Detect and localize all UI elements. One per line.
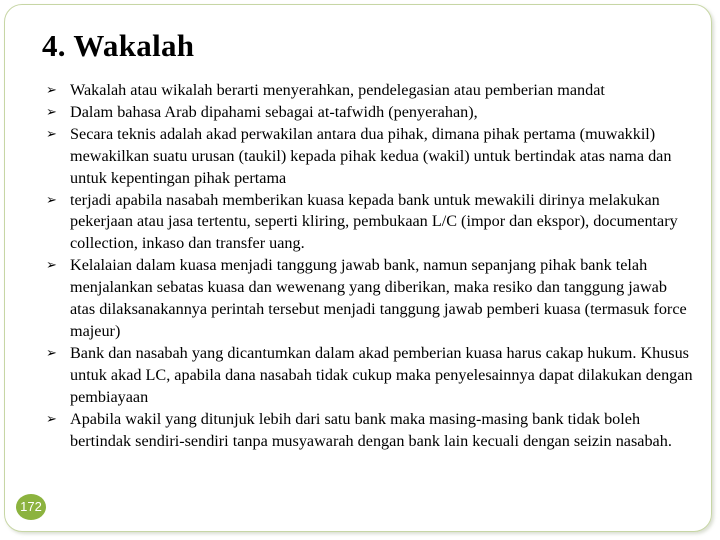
bullet-list <box>46 80 696 452</box>
arrow-bullet-icon: ➢ <box>46 126 57 142</box>
bullet-text: Bank dan nasabah yang dicantumkan dalam akad pemberian kuasa harus cakap hukum. Khusus untuk akad LC, apabila dana nasabah tidak cukup maka penyelesainnya dapat dilakukan dengan pembiayaan <box>70 343 693 406</box>
page-number-badge: 172 <box>16 494 46 520</box>
bullet-text: Secara teknis adalah akad perwakilan antara dua pihak, dimana pihak pertama (muwakkil) mewakilkan suatu urusan (taukil) kepada pihak kedua (wakil) untuk bertindak atas nama dan untuk kepentingan pihak pertama <box>70 124 672 187</box>
list-item <box>46 343 696 409</box>
list-item <box>46 102 696 124</box>
arrow-bullet-icon: ➢ <box>46 83 57 98</box>
list-item <box>46 255 696 343</box>
bullet-text: terjadi apabila nasabah memberikan kuasa kepada bank untuk mewakili dirinya melakukan pekerjaan atau jasa tertentu, seperti kliring, pembukaan L/C (impor dan ekspor), documentary collection, inkaso dan transfer uang. <box>70 190 678 253</box>
arrow-bullet-icon: ➢ <box>46 104 57 120</box>
bullet-text: Kelalaian dalam kuasa menjadi tanggung jawab bank, namun sepanjang pihak bank telah menjalankan sebatas kuasa dan wewenang yang diberikan, maka resiko dan tanggung jawab atas dilaksanakannya perintah tersebut menjadi tanggung jawab pemberi kuasa (termasuk force majeur) <box>70 256 687 340</box>
list-item <box>46 80 696 102</box>
list-item <box>46 124 696 190</box>
arrow-bullet-icon: ➢ <box>46 345 57 361</box>
arrow-bullet-icon: ➢ <box>46 258 57 274</box>
arrow-bullet-icon: ➢ <box>46 192 57 208</box>
arrow-bullet-icon: ➢ <box>46 411 57 427</box>
list-item <box>46 409 696 453</box>
bullet-text: Apabila wakil yang ditunjuk lebih dari satu bank maka masing-masing bank tidak boleh bertindak sendiri-sendiri tanpa musyawarah dengan bank lain kecuali dengan seizin nasabah. <box>70 409 672 450</box>
slide-title: 4. Wakalah <box>42 28 195 63</box>
bullet-text: Wakalah atau wikalah berarti menyerahkan, pendelegasian atau pemberian mandat <box>70 81 605 99</box>
list-item <box>46 190 696 256</box>
bullet-text: Dalam bahasa Arab dipahami sebagai at-tafwidh (penyerahan), <box>70 102 478 121</box>
